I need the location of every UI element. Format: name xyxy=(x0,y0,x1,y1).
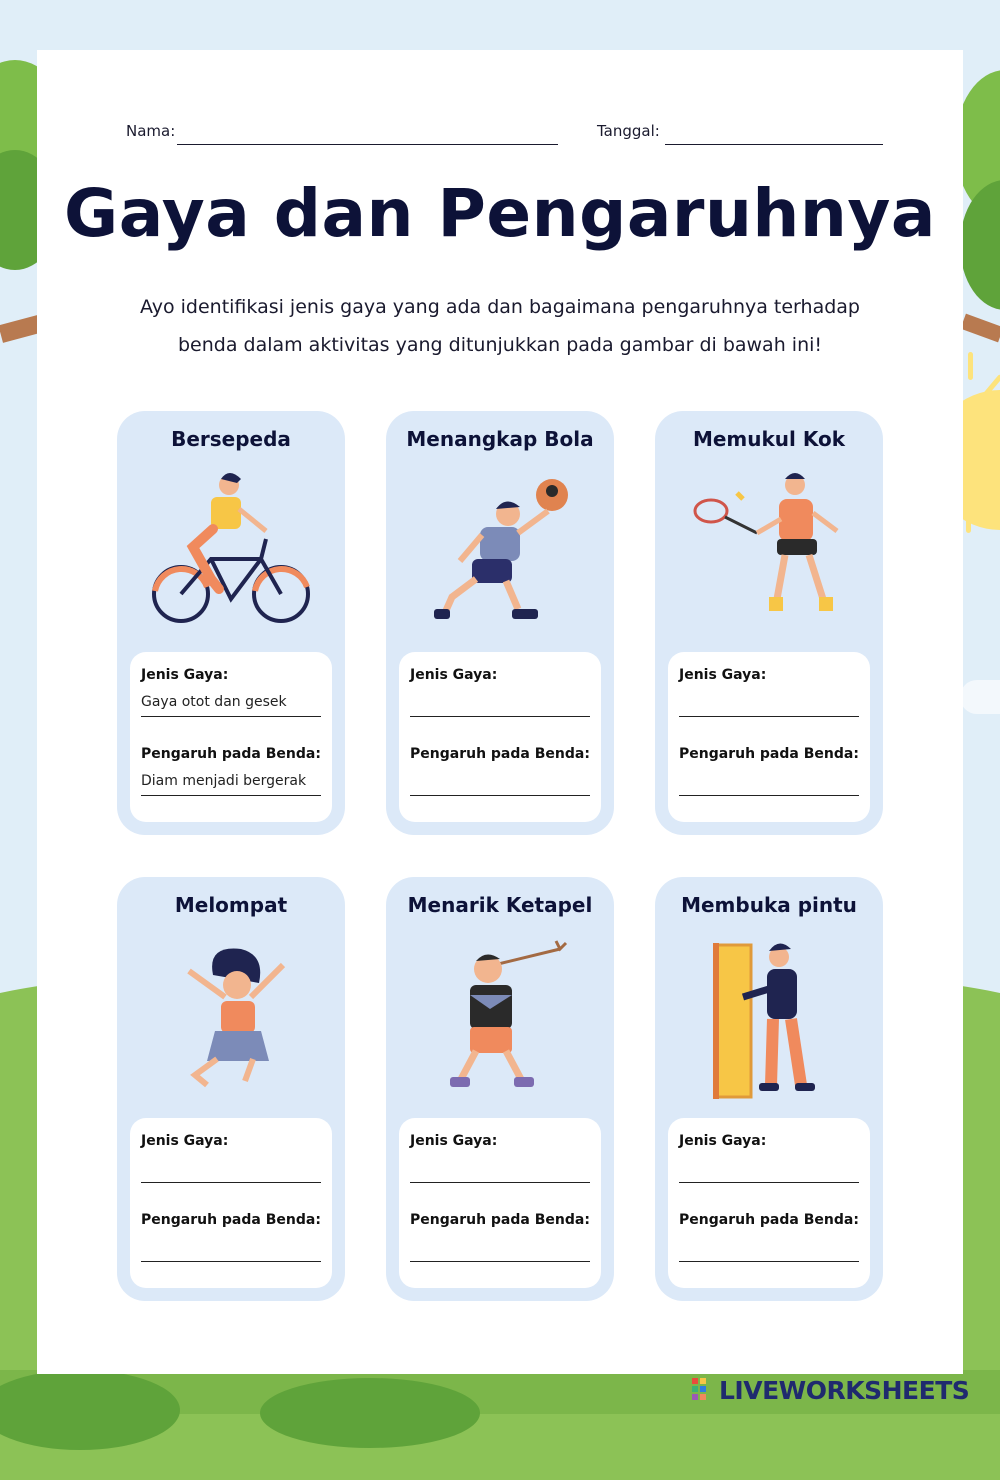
effect-label: Pengaruh pada Benda: xyxy=(679,1212,859,1228)
answer-box xyxy=(130,1118,332,1288)
effect-label: Pengaruh pada Benda: xyxy=(141,746,321,762)
effect-input[interactable] xyxy=(679,1235,859,1262)
effect-input[interactable] xyxy=(410,1235,590,1262)
instructions xyxy=(107,288,893,364)
card-title: Menangkap Bola xyxy=(406,427,594,451)
force-type-label: Jenis Gaya: xyxy=(141,1133,229,1149)
card-title: Menarik Ketapel xyxy=(407,893,593,917)
force-type-input[interactable] xyxy=(679,690,859,717)
brand-text: LIVEWORKSHEETS xyxy=(719,1375,970,1405)
force-type-label: Jenis Gaya: xyxy=(679,667,767,683)
force-type-input[interactable] xyxy=(410,690,590,717)
activity-card-bersepeda xyxy=(117,411,345,835)
effect-input[interactable] xyxy=(679,769,859,796)
card-title: Bersepeda xyxy=(171,427,291,451)
cloud xyxy=(960,680,1000,714)
jumping-illustration-icon xyxy=(141,935,321,1105)
sun-ray xyxy=(968,352,973,380)
instructions-line-2: benda dalam aktivitas yang ditunjukkan pada gambar di bawah ini! xyxy=(177,334,823,356)
force-type-input[interactable] xyxy=(141,1156,321,1183)
answer-box xyxy=(130,652,332,822)
page-title: Gaya dan Pengaruhnya xyxy=(64,175,936,252)
force-type-input[interactable]: Gaya otot dan gesek xyxy=(141,690,321,717)
liveworksheets-logo-icon xyxy=(692,1378,716,1402)
effect-label: Pengaruh pada Benda: xyxy=(141,1212,321,1228)
answer-box xyxy=(668,1118,870,1288)
activity-card-melompat xyxy=(117,877,345,1301)
card-title: Melompat xyxy=(174,893,288,917)
effect-label: Pengaruh pada Benda: xyxy=(679,746,859,762)
date-label: Tanggal: xyxy=(597,122,660,140)
catching-ball-illustration-icon xyxy=(410,469,590,639)
force-type-label: Jenis Gaya: xyxy=(141,667,229,683)
card-title: Memukul Kok xyxy=(692,427,846,451)
instructions-line-1: Ayo identifikasi jenis gaya yang ada dan bagaimana pengaruhnya terhadap xyxy=(140,296,860,318)
name-field[interactable] xyxy=(177,143,558,145)
sun-ray xyxy=(966,505,971,533)
activity-card-memukul-kok xyxy=(655,411,883,835)
force-type-input[interactable] xyxy=(679,1156,859,1183)
effect-input[interactable]: Diam menjadi bergerak xyxy=(141,769,321,796)
cycling-illustration-icon xyxy=(141,469,321,639)
force-type-label: Jenis Gaya: xyxy=(410,667,498,683)
card-title: Membuka pintu xyxy=(681,893,857,917)
opening-door-illustration-icon xyxy=(679,935,859,1105)
activity-card-menangkap-bola xyxy=(386,411,614,835)
bush-bottom-mid xyxy=(260,1378,480,1448)
liveworksheets-logo[interactable] xyxy=(692,1376,969,1404)
answer-box xyxy=(399,652,601,822)
badminton-illustration-icon xyxy=(679,469,859,639)
answer-box xyxy=(668,652,870,822)
activity-card-membuka-pintu xyxy=(655,877,883,1301)
effect-input[interactable] xyxy=(141,1235,321,1262)
force-type-input[interactable] xyxy=(410,1156,590,1183)
force-type-label: Jenis Gaya: xyxy=(679,1133,767,1149)
activity-card-menarik-ketapel xyxy=(386,877,614,1301)
effect-input[interactable] xyxy=(410,769,590,796)
slingshot-illustration-icon xyxy=(410,935,590,1105)
name-label: Nama: xyxy=(126,122,176,140)
force-type-label: Jenis Gaya: xyxy=(410,1133,498,1149)
effect-label: Pengaruh pada Benda: xyxy=(410,746,590,762)
answer-box xyxy=(399,1118,601,1288)
date-field[interactable] xyxy=(665,143,883,145)
effect-label: Pengaruh pada Benda: xyxy=(410,1212,590,1228)
